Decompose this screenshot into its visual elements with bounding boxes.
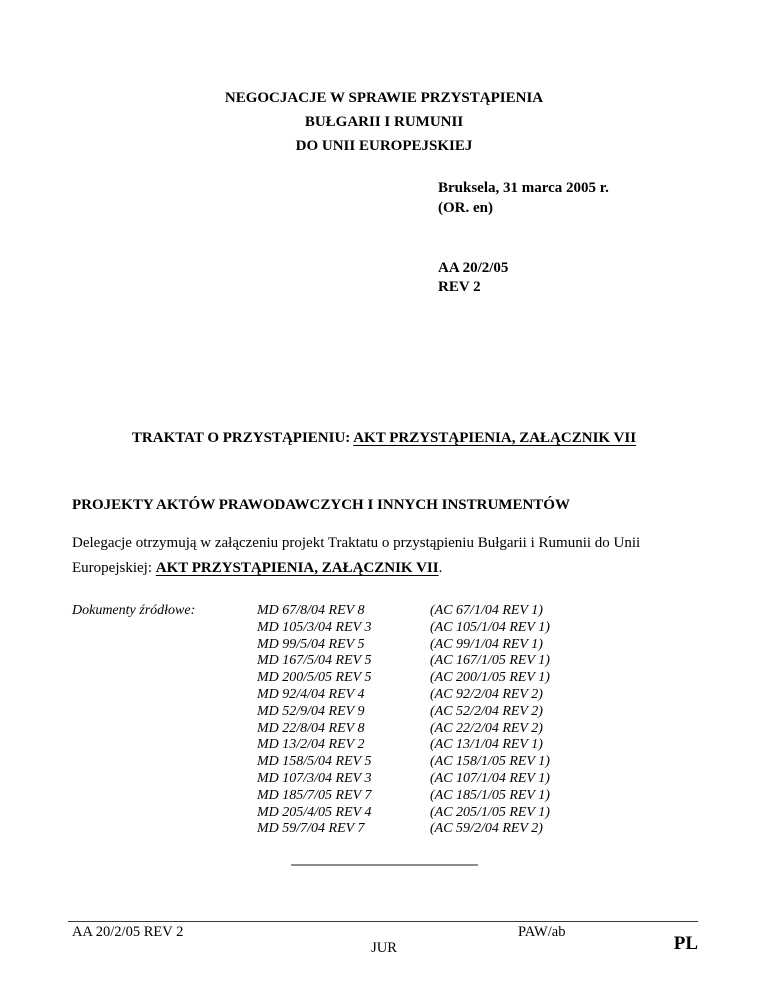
source-doc-row xyxy=(257,721,550,738)
source-doc-row xyxy=(257,788,550,805)
paragraph-suffix: . xyxy=(438,560,443,576)
ac-reference: (AC 105/1/04 REV 1) xyxy=(430,619,550,635)
place-date-block xyxy=(438,178,609,218)
md-reference: MD 105/3/04 REV 3 xyxy=(257,619,372,635)
source-doc-row xyxy=(257,805,550,822)
source-doc-row xyxy=(257,603,550,620)
document-revision: REV 2 xyxy=(438,279,481,295)
section-divider xyxy=(291,864,478,866)
title-line-2: BUŁGARII I RUMUNII xyxy=(304,114,464,130)
md-reference: MD 99/5/04 REV 5 xyxy=(257,636,365,652)
source-doc-row xyxy=(257,653,550,670)
footer-doc-ref: AA 20/2/05 REV 2 xyxy=(72,924,184,940)
title-line-1: NEGOCJACJE W SPRAWIE PRZYSTĄPIENIA xyxy=(224,90,544,106)
ac-reference: (AC 167/1/05 REV 1) xyxy=(430,653,550,669)
ac-reference: (AC 158/1/05 REV 1) xyxy=(430,754,550,770)
paragraph-emphasis: AKT PRZYSTĄPIENIA, ZAŁĄCZNIK VII xyxy=(155,560,439,576)
source-doc-row xyxy=(257,821,550,838)
md-reference: MD 92/4/04 REV 4 xyxy=(257,686,365,702)
md-reference: MD 67/8/04 REV 8 xyxy=(257,603,365,618)
md-reference: MD 107/3/04 REV 3 xyxy=(257,770,372,786)
treaty-heading xyxy=(0,430,768,447)
ac-reference: (AC 205/1/05 REV 1) xyxy=(430,804,550,820)
source-doc-row xyxy=(257,754,550,771)
ac-reference: (AC 99/1/04 REV 1) xyxy=(430,636,543,652)
ac-reference: (AC 13/1/04 REV 1) xyxy=(430,737,543,753)
footer-language-code: PL xyxy=(673,933,698,954)
ac-reference: (AC 52/2/04 REV 2) xyxy=(430,703,543,719)
source-doc-row xyxy=(257,620,550,637)
ac-reference: (AC 107/1/04 REV 1) xyxy=(430,770,550,786)
footer-initials: PAW/ab xyxy=(518,924,566,940)
md-reference: MD 52/9/04 REV 9 xyxy=(257,703,365,719)
document-number: AA 20/2/05 xyxy=(438,260,509,276)
ac-reference: (AC 22/2/04 REV 2) xyxy=(430,720,543,736)
title-line-3: DO UNII EUROPEJSKIEJ xyxy=(295,138,473,154)
ac-reference: (AC 185/1/05 REV 1) xyxy=(430,787,550,803)
footer-rule xyxy=(68,921,698,922)
source-doc-row xyxy=(257,737,550,754)
md-reference: MD 22/8/04 REV 8 xyxy=(257,720,365,736)
treaty-heading-underlined: AKT PRZYSTĄPIENIA, ZAŁĄCZNIK VII xyxy=(353,430,637,446)
ac-reference: (AC 200/1/05 REV 1) xyxy=(430,670,550,686)
place-date: Bruksela, 31 marca 2005 r. xyxy=(438,180,609,196)
source-doc-row xyxy=(257,637,550,654)
document-title xyxy=(0,86,768,158)
source-doc-row xyxy=(257,670,550,687)
body-paragraph xyxy=(72,531,706,581)
ac-reference: (AC 92/2/04 REV 2) xyxy=(430,686,543,702)
md-reference: MD 13/2/04 REV 2 xyxy=(257,737,365,753)
ac-reference: (AC 59/2/04 REV 2) xyxy=(430,821,543,837)
source-doc-row xyxy=(257,704,550,721)
md-reference: MD 200/5/05 REV 5 xyxy=(257,670,372,686)
treaty-heading-prefix: TRAKTAT O PRZYSTĄPIENIU: xyxy=(131,430,354,446)
md-reference: MD 167/5/04 REV 5 xyxy=(257,653,372,669)
original-language-note: (OR. en) xyxy=(438,200,493,216)
md-reference: MD 59/7/04 REV 7 xyxy=(257,821,365,837)
paragraph-line-2-prefix: Europejskiej: xyxy=(72,560,156,576)
paragraph-line-1: Delegacje otrzymują w załączeniu projekt Traktatu o przystąpieniu Bułgarii i Rumunii do Unii xyxy=(72,535,641,551)
md-reference: MD 205/4/05 REV 4 xyxy=(257,804,372,820)
source-documents-table xyxy=(257,603,550,838)
source-doc-row xyxy=(257,771,550,788)
document-number-block xyxy=(438,259,508,297)
source-doc-row xyxy=(257,687,550,704)
md-reference: MD 185/7/05 REV 7 xyxy=(257,787,372,803)
md-reference: MD 158/5/04 REV 5 xyxy=(257,754,372,770)
ac-reference: (AC 67/1/04 REV 1) xyxy=(430,603,543,618)
source-documents-label: Dokumenty źródłowe: xyxy=(72,603,196,618)
section-heading: PROJEKTY AKTÓW PRAWODAWCZYCH I INNYCH INSTRUMENTÓW xyxy=(72,497,570,513)
footer-department: JUR xyxy=(371,940,397,956)
